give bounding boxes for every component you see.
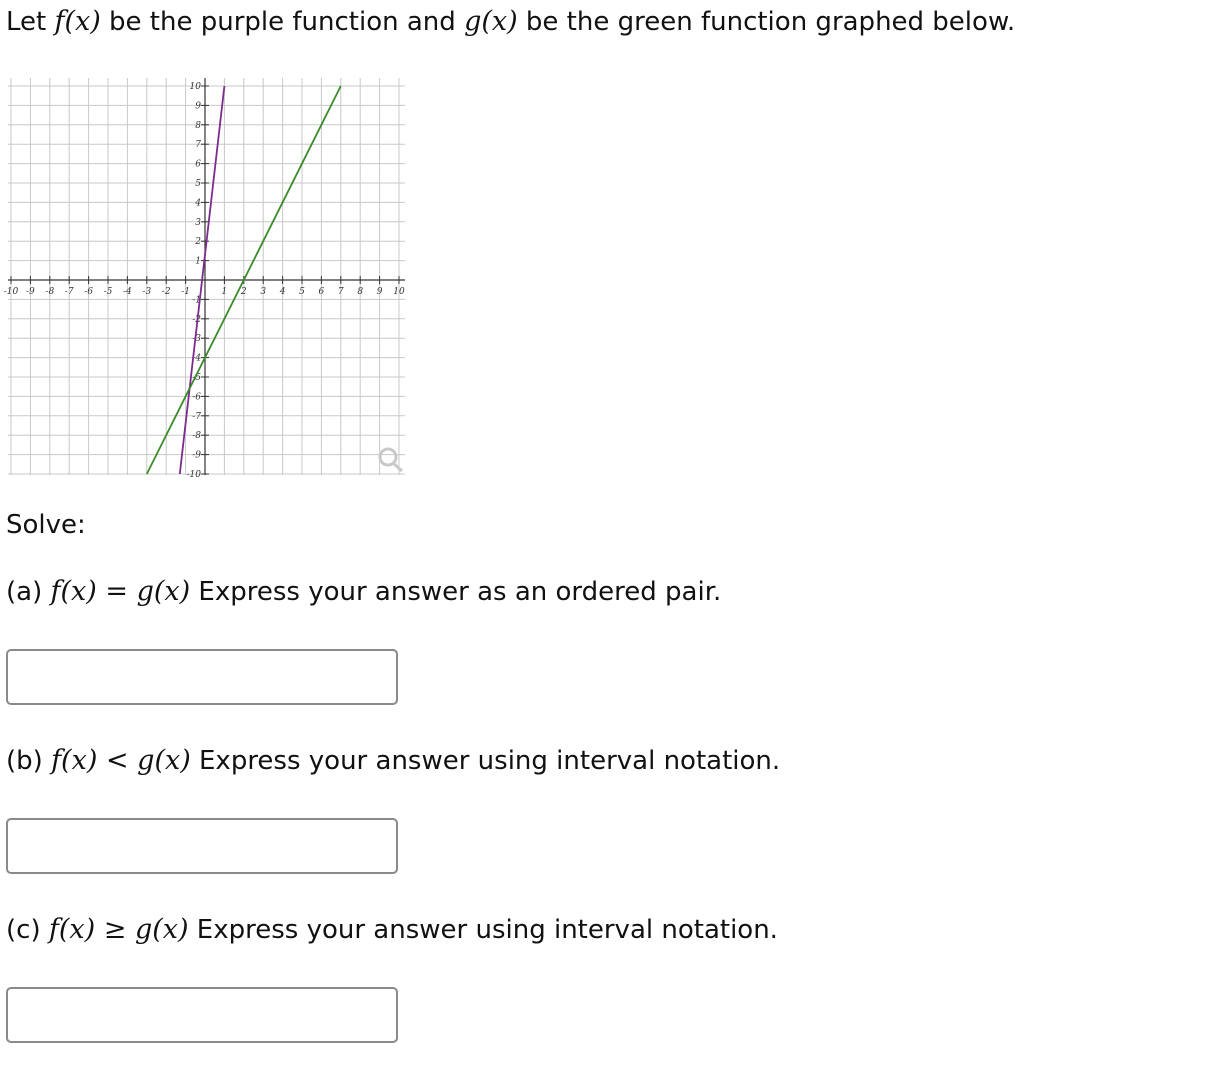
f-symbol: f(x) [54, 6, 101, 37]
x-tick-label: 5 [299, 287, 305, 297]
y-tick-label: 8 [195, 120, 201, 131]
x-tick-label: -4 [123, 287, 132, 297]
x-tick-label: -5 [103, 287, 113, 297]
x-tick-labels [4, 287, 405, 297]
part-c-prompt [6, 914, 778, 945]
answer-input-a[interactable] [6, 649, 398, 705]
part-a-instruction: Express your answer as an ordered pair. [190, 577, 722, 607]
x-tick-label: -7 [64, 287, 74, 297]
function-graph [0, 70, 420, 480]
x-tick-label: 4 [279, 287, 286, 297]
y-tick-labels [187, 82, 202, 480]
part-c-lhs: f(x) [48, 914, 96, 945]
x-tick-label: -3 [142, 287, 152, 297]
y-tick-label: 6 [195, 159, 201, 170]
x-tick-label: -8 [45, 287, 55, 297]
y-tick-label: 2 [195, 237, 201, 248]
x-tick-label: 6 [318, 287, 325, 297]
answer-input-b[interactable] [6, 818, 398, 874]
x-tick-label: 2 [240, 287, 247, 297]
x-tick-label: 10 [393, 287, 405, 297]
solve-label: Solve: [6, 510, 86, 540]
x-tick-label: 8 [357, 287, 364, 297]
intro-middle: be the purple function and [100, 7, 465, 37]
y-tick-label: 1 [195, 256, 201, 267]
x-tick-label: -1 [181, 287, 190, 297]
part-b-rhs: g(x) [137, 745, 191, 776]
part-c-letter: (c) [6, 915, 49, 945]
y-tick-label: -9 [192, 450, 201, 461]
x-tick-label: -6 [84, 287, 93, 297]
x-tick-label: -9 [26, 287, 35, 297]
y-tick-label: 4 [195, 198, 201, 209]
part-b-prompt [6, 745, 780, 776]
intro-suffix: be the green function graphed below. [517, 7, 1016, 37]
x-tick-label: 3 [260, 287, 267, 297]
y-tick-label: -6 [192, 392, 201, 403]
y-tick-label: -4 [192, 353, 201, 364]
x-tick-label: -10 [3, 287, 19, 297]
part-a-relation: = [96, 576, 137, 607]
y-tick-label: -8 [192, 431, 201, 442]
part-c-instruction: Express your answer using interval notation. [188, 915, 778, 945]
part-a-lhs: f(x) [50, 576, 97, 607]
y-tick-label: 5 [195, 179, 201, 189]
x-tick-label: -2 [161, 287, 171, 297]
part-c-relation: ≥ [95, 914, 135, 945]
y-tick-label: -3 [192, 334, 201, 345]
y-tick-label: -10 [186, 470, 201, 480]
y-tick-label: -2 [192, 314, 201, 325]
x-tick-label: 9 [376, 287, 383, 297]
intro-prefix: Let [6, 7, 55, 37]
y-tick-label: -1 [192, 295, 201, 306]
y-tick-label: -5 [192, 373, 201, 383]
y-tick-label: -7 [192, 411, 201, 422]
part-c-rhs: g(x) [134, 914, 189, 945]
y-tick-label: 3 [195, 217, 201, 228]
y-tick-label: 10 [189, 82, 201, 92]
part-a-prompt [6, 576, 721, 607]
part-b-instruction: Express your answer using interval notation. [190, 746, 781, 776]
part-b-letter: (b) [6, 746, 52, 776]
part-b-relation: < [97, 745, 138, 776]
y-tick-label: 7 [195, 140, 201, 151]
answer-input-c[interactable] [6, 987, 398, 1043]
question-intro [6, 6, 1015, 37]
part-b-lhs: f(x) [51, 745, 98, 776]
x-tick-label: 1 [221, 287, 228, 297]
g-symbol: g(x) [464, 6, 518, 37]
x-tick-label: 7 [337, 287, 344, 297]
part-a-rhs: g(x) [136, 576, 191, 607]
y-tick-label: 9 [195, 101, 201, 112]
part-a-letter: (a) [6, 577, 51, 607]
